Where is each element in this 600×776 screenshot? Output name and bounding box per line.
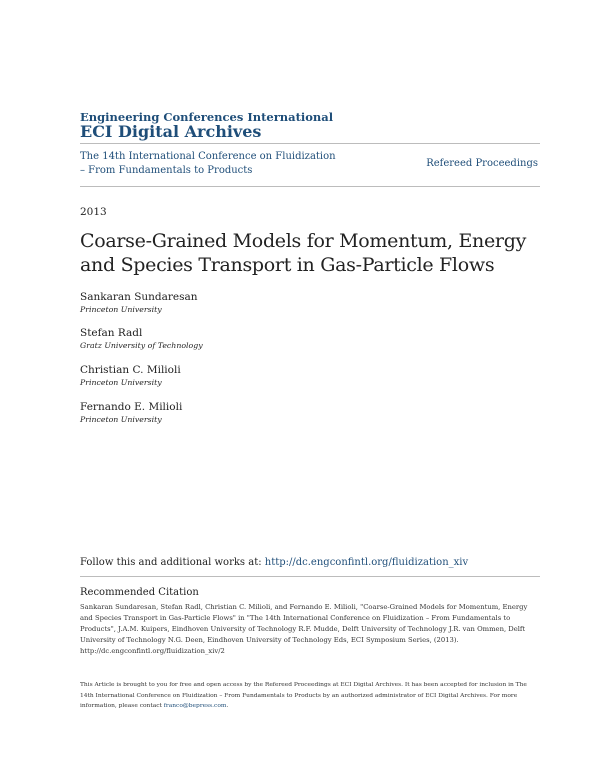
header-divider: [80, 143, 540, 144]
conference-line-1[interactable]: The 14th International Conference on Fluidization: [80, 151, 336, 162]
collection-url-link[interactable]: http://dc.engconfintl.org/fluidization_xiv: [264, 557, 469, 568]
author-name: Stefan Radl: [80, 327, 143, 339]
citation-text: Sankaran Sundaresan, Stefan Radl, Christian C. Milioli, and Fernando E. Milioli, "Coarse-Grained Models for Momentum, Energy and Species Transport in Gas-Particle Flows" in "The 14th International Conference on Fluidization – From Fundamentals to Products", J.A.M. Kuipers, Eindhoven University of Technology R.F. Mudde, Delft University of Technology J.R. van Ommen, Delft University of Technology N.G. Deen, Eindhoven University of Technology Eds, ECI Symposium Series, (2013). http://dc.engconfintl.org/fluidization_xiv/2: [80, 603, 528, 655]
conference-line-2[interactable]: – From Fundamentals to Products: [80, 165, 253, 176]
author-affiliation: Gratz University of Technology: [80, 341, 203, 350]
paper-title: [80, 229, 550, 277]
title-line-2: and Species Transport in Gas-Particle Flows: [80, 254, 495, 276]
access-notice-end: .: [226, 703, 229, 709]
archive-name[interactable]: ECI Digital Archives: [80, 122, 262, 141]
follow-text: Follow this and additional works at:: [80, 557, 265, 568]
follow-divider: [80, 576, 540, 577]
title-line-1: Coarse-Grained Models for Momentum, Energy: [80, 230, 526, 252]
follow-line: [80, 557, 468, 568]
refereed-proceedings-link[interactable]: Refereed Proceedings: [426, 158, 538, 169]
author-affiliation: Princeton University: [80, 415, 162, 424]
author-name: Christian C. Milioli: [80, 364, 181, 376]
author-affiliation: Princeton University: [80, 378, 162, 387]
author-name: Fernando E. Milioli: [80, 401, 183, 413]
author-name: Sankaran Sundaresan: [80, 291, 198, 303]
recommended-citation-heading: Recommended Citation: [80, 587, 199, 598]
conference-link[interactable]: [80, 150, 350, 178]
author-affiliation: Princeton University: [80, 305, 162, 314]
access-notice-text: This Article is brought to you for free and open access by the Refereed Proceedings at ECI Digital Archives. It has been accepted for inclusion in The 14th International Conference on Fluidization – From Fundamentals to Products by an authorized administrator of ECI Digital Archives. For more information, please contact: [80, 682, 527, 709]
header-bottom-divider: [80, 186, 540, 187]
access-notice: [80, 680, 530, 712]
publication-year: 2013: [80, 206, 107, 218]
contact-email-link[interactable]: franco@bepress.com: [163, 703, 227, 709]
organization-name: Engineering Conferences International: [80, 110, 334, 124]
